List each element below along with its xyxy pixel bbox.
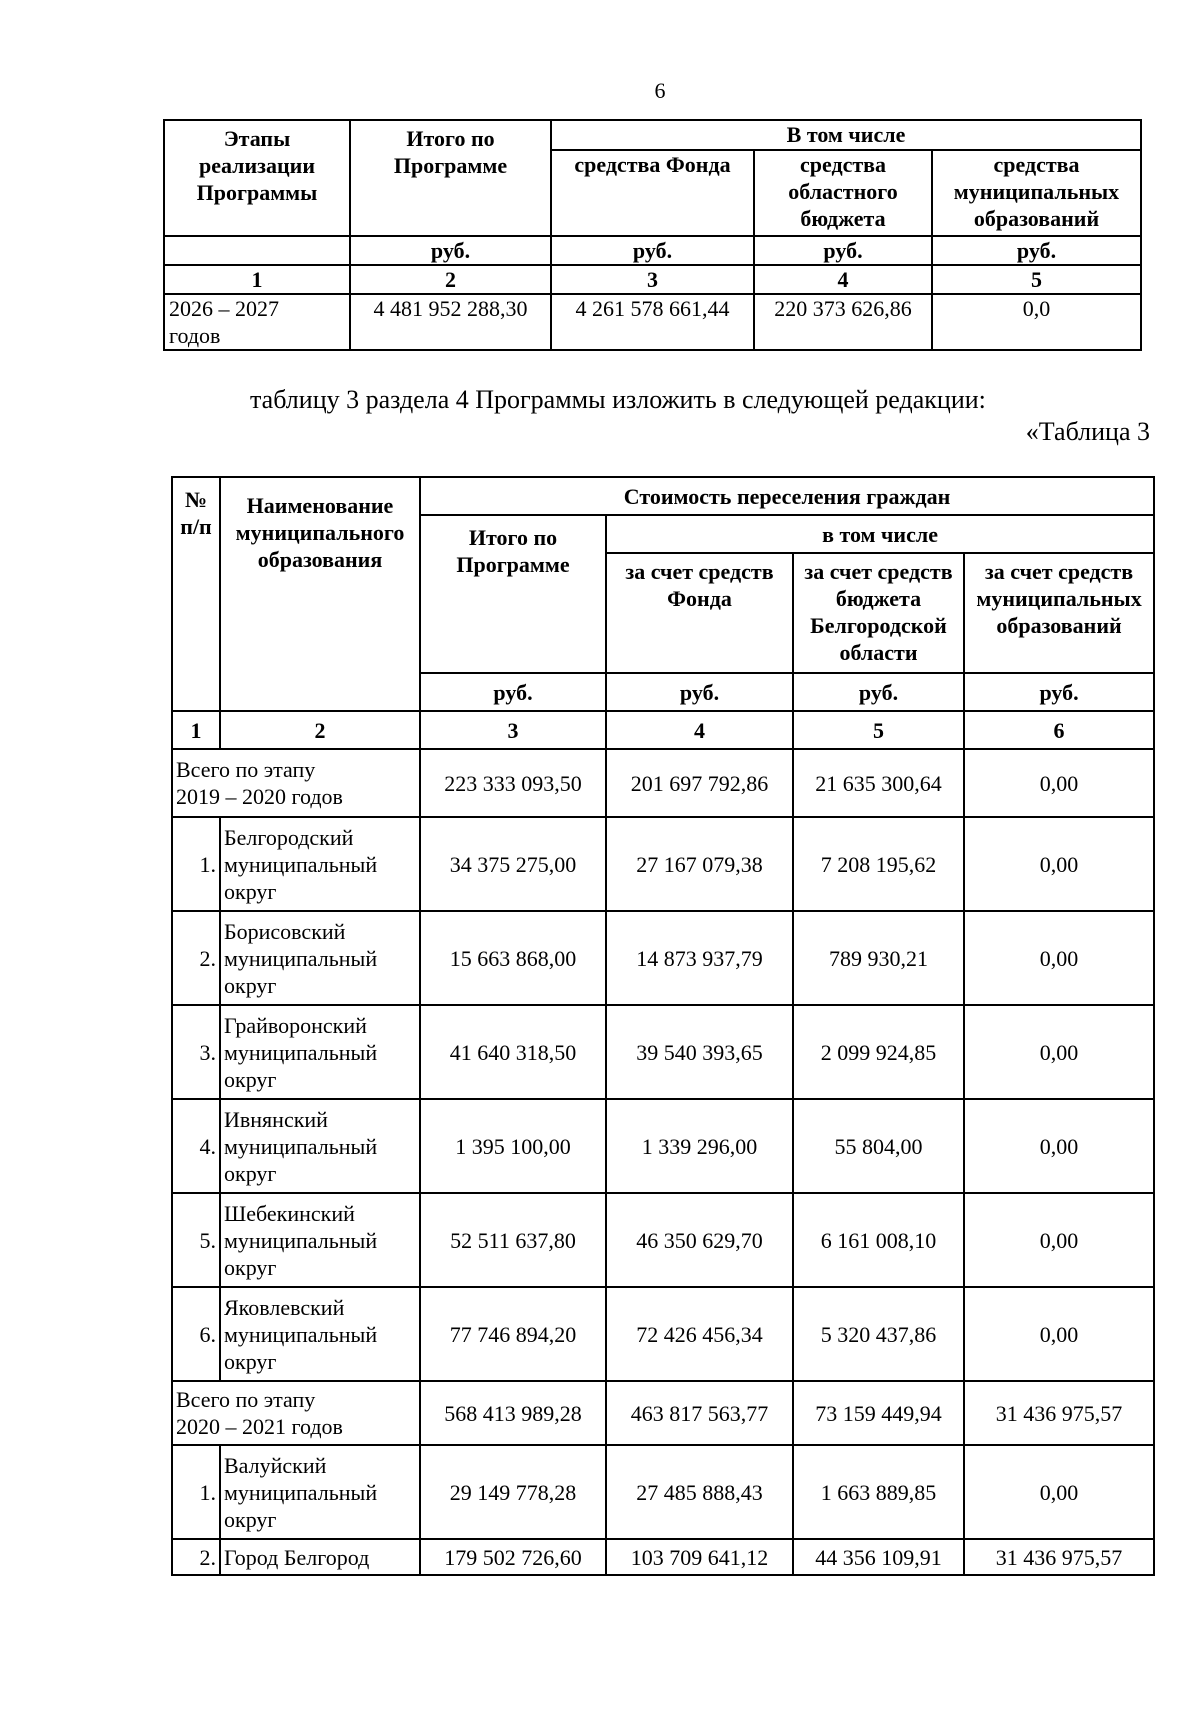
table-row [172,1099,1154,1193]
municipal-cell: 0,00 [964,817,1154,911]
fund-cell: 27 167 079,38 [606,817,793,911]
header-name: Наименование муниципального образования [220,477,420,711]
column-number: 1 [164,265,350,294]
header-including: в том числе [606,515,1154,553]
row-number: 6. [172,1287,220,1381]
fund-cell: 201 697 792,86 [606,749,793,817]
column-number: 5 [932,265,1141,294]
resettlement-cost-table [171,476,1155,1576]
fund-cell: 14 873 937,79 [606,911,793,1005]
municipality-name: Валуйский муниципальный округ [220,1445,420,1539]
intro-text: таблицу 3 раздела 4 Программы изложить в следующей редакции: [250,385,986,414]
regional-cell: 2 099 924,85 [793,1005,964,1099]
total-cell: 41 640 318,50 [420,1005,606,1099]
row-number: 1. [172,1445,220,1539]
column-number: 2 [220,711,420,749]
table-row [172,911,1154,1005]
unit-label: руб. [350,236,551,265]
header-including: В том числе [551,120,1141,150]
municipality-name: Яковлевский муниципальный округ [220,1287,420,1381]
municipal-cell: 0,00 [964,911,1154,1005]
total-cell: 1 395 100,00 [420,1099,606,1193]
total-cell: 29 149 778,28 [420,1445,606,1539]
unit-label: руб. [754,236,932,265]
regional-cell: 1 663 889,85 [793,1445,964,1539]
unit-label: руб. [932,236,1141,265]
total-cell: 4 481 952 288,30 [350,294,551,350]
municipal-cell: 0,00 [964,749,1154,817]
table-row [172,1193,1154,1287]
municipality-name: Грайворонский муниципальный округ [220,1005,420,1099]
regional-cell: 44 356 109,91 [793,1539,964,1575]
total-cell: 52 511 637,80 [420,1193,606,1287]
header-fund: средства Фонда [551,150,754,236]
regional-cell: 5 320 437,86 [793,1287,964,1381]
row-number: 2. [172,911,220,1005]
header-municipal: средства муниципальных образований [932,150,1141,236]
regional-cell: 220 373 626,86 [754,294,932,350]
municipality-name: Борисовский муниципальный округ [220,911,420,1005]
header-regional: средства областного бюджета [754,150,932,236]
regional-cell: 21 635 300,64 [793,749,964,817]
municipality-name: Шебекинский муниципальный округ [220,1193,420,1287]
fund-cell: 27 485 888,43 [606,1445,793,1539]
total-cell: 77 746 894,20 [420,1287,606,1381]
header-municipal: за счет средств муниципальных образований [964,553,1154,673]
table-row [172,817,1154,911]
table-row [172,1287,1154,1381]
unit-label: руб. [964,673,1154,711]
row-number: 3. [172,1005,220,1099]
stage-cell: 2026 – 2027 годов [164,294,350,350]
municipal-cell: 0,00 [964,1193,1154,1287]
page-number: 6 [654,78,666,103]
column-number: 4 [606,711,793,749]
municipal-cell: 0,00 [964,1005,1154,1099]
municipality-name: Белгородский муниципальный округ [220,817,420,911]
header-stage: Этапы реализации Программы [164,120,350,236]
municipal-cell: 0,00 [964,1445,1154,1539]
municipal-cell: 0,00 [964,1099,1154,1193]
row-number: 2. [172,1539,220,1575]
total-cell: 223 333 093,50 [420,749,606,817]
municipal-cell: 31 436 975,57 [964,1381,1154,1445]
header-regional: за счет средств бюджета Белгородской области [793,553,964,673]
table-row [172,1005,1154,1099]
stage-label: Всего по этапу 2020 – 2021 годов [172,1381,420,1445]
municipal-cell: 0,0 [932,294,1141,350]
municipality-name: Город Белгород [220,1539,420,1575]
regional-cell: 73 159 449,94 [793,1381,964,1445]
fund-cell: 1 339 296,00 [606,1099,793,1193]
municipality-name: Ивнянский муниципальный округ [220,1099,420,1193]
regional-cell: 7 208 195,62 [793,817,964,911]
header-cost: Стоимость переселения граждан [420,477,1154,515]
total-cell: 15 663 868,00 [420,911,606,1005]
regional-cell: 6 161 008,10 [793,1193,964,1287]
fund-cell: 463 817 563,77 [606,1381,793,1445]
fund-cell: 39 540 393,65 [606,1005,793,1099]
stage-funding-table [163,119,1142,351]
column-number: 1 [172,711,220,749]
unit-label: руб. [606,673,793,711]
column-number: 3 [551,265,754,294]
column-number: 5 [793,711,964,749]
header-total: Итого по Программе [350,120,551,236]
regional-cell: 789 930,21 [793,911,964,1005]
municipal-cell: 31 436 975,57 [964,1539,1154,1575]
municipal-cell: 0,00 [964,1287,1154,1381]
table-label: «Таблица 3 [1025,417,1150,446]
unit-label: руб. [793,673,964,711]
regional-cell: 55 804,00 [793,1099,964,1193]
fund-cell: 4 261 578 661,44 [551,294,754,350]
fund-cell: 46 350 629,70 [606,1193,793,1287]
column-number: 3 [420,711,606,749]
column-number: 2 [350,265,551,294]
fund-cell: 72 426 456,34 [606,1287,793,1381]
fund-cell: 103 709 641,12 [606,1539,793,1575]
header-fund: за счет средств Фонда [606,553,793,673]
unit-label: руб. [420,673,606,711]
row-number: 1. [172,817,220,911]
total-cell: 179 502 726,60 [420,1539,606,1575]
table-row [172,1445,1154,1539]
column-number: 4 [754,265,932,294]
row-number: 4. [172,1099,220,1193]
stage-total-row [172,1381,1154,1445]
row-number: 5. [172,1193,220,1287]
header-num: № п/п [172,477,220,711]
column-number: 6 [964,711,1154,749]
stage-total-row [172,749,1154,817]
table-row [172,1539,1154,1575]
stage-label: Всего по этапу 2019 – 2020 годов [172,749,420,817]
total-cell: 34 375 275,00 [420,817,606,911]
total-cell: 568 413 989,28 [420,1381,606,1445]
unit-label: руб. [551,236,754,265]
header-total: Итого по Программе [420,515,606,673]
table-row [164,294,1141,350]
